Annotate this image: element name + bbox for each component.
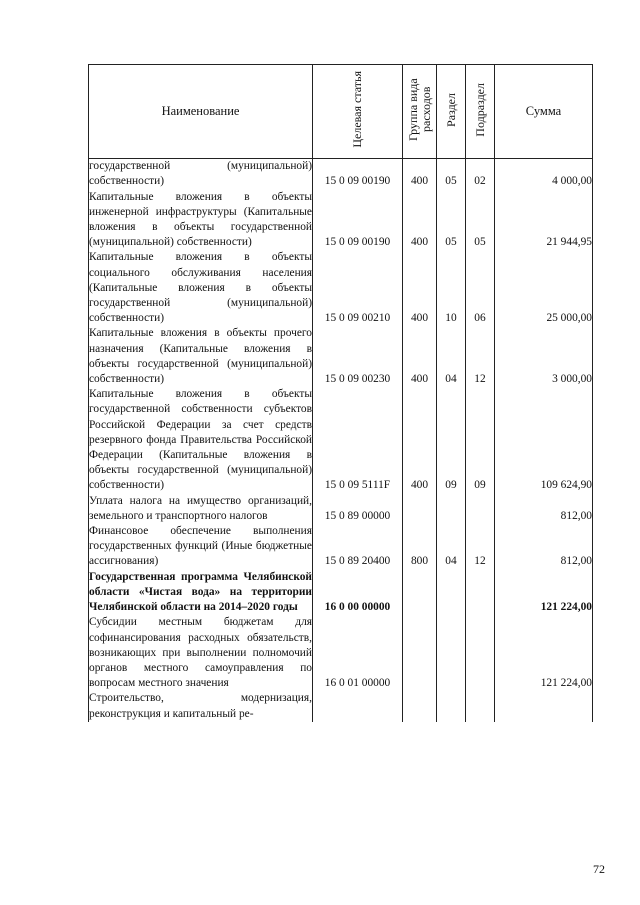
cell-section [437, 615, 466, 691]
table-row [89, 159, 593, 190]
cell-section: 10 [437, 250, 466, 326]
table-row [89, 524, 593, 570]
cell-subsection [466, 691, 495, 721]
cell-section [437, 570, 466, 616]
cell-subsection [466, 615, 495, 691]
cell-amount: 812,00 [495, 494, 593, 524]
cell-amount: 121 224,00 [495, 570, 593, 616]
cell-subsection: 12 [466, 524, 495, 570]
cell-amount: 25 000,00 [495, 250, 593, 326]
header-name: Наименование [89, 65, 313, 159]
header-section: Раздел [437, 65, 466, 159]
cell-subsection: 12 [466, 326, 495, 387]
cell-target-article: 15 0 09 00210 [313, 250, 403, 326]
cell-amount: 812,00 [495, 524, 593, 570]
cell-expense-group [403, 494, 437, 524]
cell-name: Строительство, модернизация, реконструкция и капитальный ре- [89, 691, 313, 721]
page-number: 72 [593, 862, 605, 876]
cell-name: Субсидии местным бюджетам для софинансирования расходных обязательств, возникающих при выполнении полномочий органов местного самоуправления по вопросам местного значения [89, 615, 313, 691]
cell-expense-group [403, 615, 437, 691]
cell-subsection [466, 570, 495, 616]
cell-name: Капитальные вложения в объекты инженерной инфраструктуры (Капитальные вложения в объекты государственной (муниципальной) собственности) [89, 190, 313, 251]
cell-amount: 109 624,90 [495, 387, 593, 493]
table-row [89, 615, 593, 691]
table-row [89, 326, 593, 387]
cell-name: государственной (муниципальной) собственности) [89, 159, 313, 190]
cell-target-article: 15 0 09 00190 [313, 190, 403, 251]
cell-expense-group: 400 [403, 159, 437, 190]
cell-target-article [313, 691, 403, 721]
cell-target-article: 16 0 00 00000 [313, 570, 403, 616]
cell-target-article: 15 0 89 00000 [313, 494, 403, 524]
cell-amount [495, 691, 593, 721]
table-row [89, 250, 593, 326]
cell-section: 04 [437, 524, 466, 570]
cell-name: Финансовое обеспечение выполнения государственных функций (Иные бюджетные ассигнования) [89, 524, 313, 570]
header-expense-group: Группа вида расходов [403, 65, 437, 159]
cell-name: Уплата налога на имущество организаций, земельного и транспортного налогов [89, 494, 313, 524]
cell-target-article: 15 0 09 5111F [313, 387, 403, 493]
budget-table [88, 64, 593, 722]
cell-amount: 21 944,95 [495, 190, 593, 251]
cell-expense-group: 400 [403, 190, 437, 251]
cell-section: 05 [437, 190, 466, 251]
table-row [89, 570, 593, 616]
header-amount: Сумма [495, 65, 593, 159]
cell-target-article: 15 0 09 00190 [313, 159, 403, 190]
table-row [89, 387, 593, 493]
table-row [89, 190, 593, 251]
cell-expense-group: 400 [403, 250, 437, 326]
header-target-article: Целевая статья [313, 65, 403, 159]
cell-section [437, 494, 466, 524]
cell-subsection: 02 [466, 159, 495, 190]
cell-expense-group: 400 [403, 326, 437, 387]
cell-section [437, 691, 466, 721]
cell-section: 04 [437, 326, 466, 387]
cell-expense-group: 400 [403, 387, 437, 493]
cell-target-article: 15 0 89 20400 [313, 524, 403, 570]
cell-amount: 4 000,00 [495, 159, 593, 190]
cell-name: Капитальные вложения в объекты прочего назначения (Капитальные вложения в объекты государственной (муниципальной) собственности) [89, 326, 313, 387]
header-subsection: Подраздел [466, 65, 495, 159]
cell-name: Капитальные вложения в объекты государственной собственности субъектов Российской Федерации за счет средств резервного фонда Правительства Российской Федерации (Капитальные вложения в объекты государственной (муниципальной) собственности) [89, 387, 313, 493]
cell-subsection: 09 [466, 387, 495, 493]
table-body [89, 159, 593, 722]
cell-expense-group [403, 570, 437, 616]
cell-amount: 3 000,00 [495, 326, 593, 387]
cell-expense-group [403, 691, 437, 721]
cell-name: Государственная программа Челябинской области «Чистая вода» на территории Челябинской области на 2014–2020 годы [89, 570, 313, 616]
cell-subsection [466, 494, 495, 524]
cell-target-article: 15 0 09 00230 [313, 326, 403, 387]
cell-subsection: 05 [466, 190, 495, 251]
cell-target-article: 16 0 01 00000 [313, 615, 403, 691]
cell-amount: 121 224,00 [495, 615, 593, 691]
cell-name: Капитальные вложения в объекты социального обслуживания населения (Капитальные вложения в объекты государственной (муниципальной) собственности) [89, 250, 313, 326]
table-row [89, 691, 593, 721]
cell-expense-group: 800 [403, 524, 437, 570]
table-header-row [89, 65, 593, 159]
table-row [89, 494, 593, 524]
cell-subsection: 06 [466, 250, 495, 326]
cell-section: 09 [437, 387, 466, 493]
cell-section: 05 [437, 159, 466, 190]
